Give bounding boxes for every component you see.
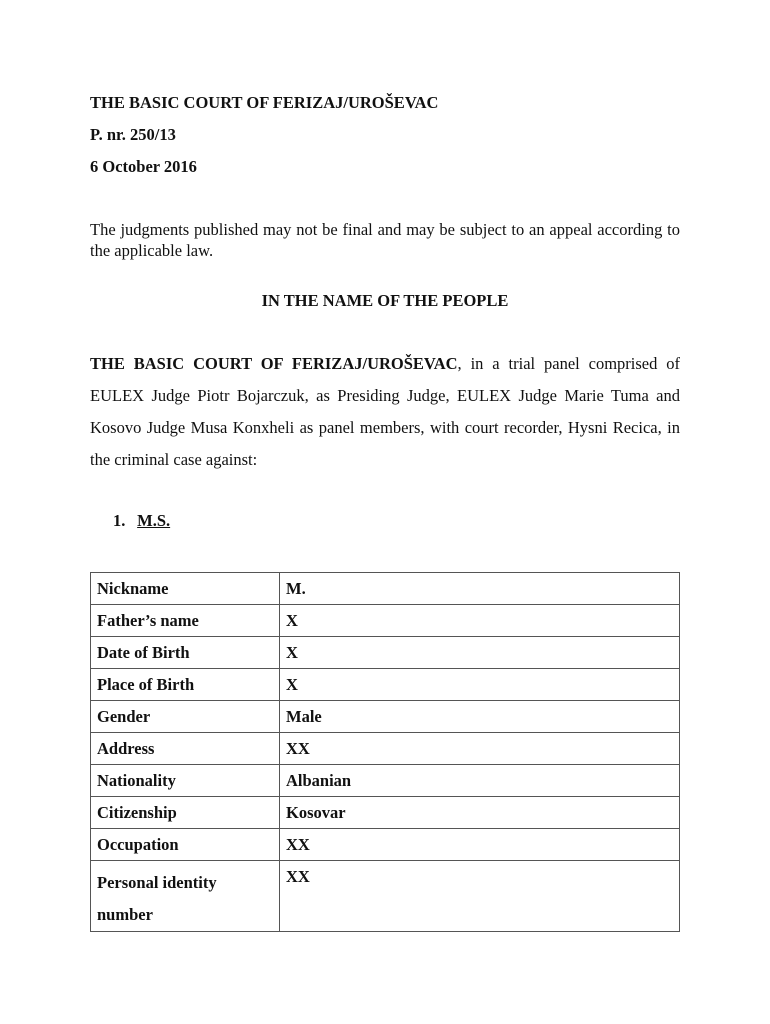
row-label: Date of Birth bbox=[91, 637, 280, 669]
intro-court-name: THE BASIC COURT OF FERIZAJ/UROŠEVAC bbox=[90, 354, 458, 373]
table-row bbox=[91, 573, 680, 605]
row-label: Personal identity number bbox=[91, 861, 280, 932]
row-label: Occupation bbox=[91, 829, 280, 861]
row-value: XX bbox=[280, 733, 680, 765]
intro-paragraph bbox=[90, 348, 680, 476]
table-row bbox=[91, 605, 680, 637]
table-row bbox=[91, 829, 680, 861]
row-label: Citizenship bbox=[91, 797, 280, 829]
court-title: THE BASIC COURT OF FERIZAJ/UROŠEVAC bbox=[90, 93, 439, 112]
row-value: Kosovar bbox=[280, 797, 680, 829]
row-value: X bbox=[280, 605, 680, 637]
table-row bbox=[91, 765, 680, 797]
table-row bbox=[91, 701, 680, 733]
row-label: Place of Birth bbox=[91, 669, 280, 701]
defendant-info-table bbox=[90, 572, 680, 932]
row-label: Nickname bbox=[91, 573, 280, 605]
defendant-number: 1. bbox=[113, 511, 126, 530]
row-label: Gender bbox=[91, 701, 280, 733]
row-label: Address bbox=[91, 733, 280, 765]
table-row bbox=[91, 797, 680, 829]
row-value: X bbox=[280, 669, 680, 701]
table-row bbox=[91, 637, 680, 669]
defendant-heading bbox=[113, 510, 170, 532]
case-number: P. nr. 250/13 bbox=[90, 125, 176, 144]
section-heading: IN THE NAME OF THE PEOPLE bbox=[261, 291, 509, 310]
row-value: X bbox=[280, 637, 680, 669]
intro-text: , in a trial panel comprised of EULEX Judge Piotr Bojarczuk, as Presiding Judge, EULEX Judge Marie Tuma and Kosovo Judge Musa Konxheli as panel members, with court recorder, Hysni Recica, in the criminal case against: bbox=[90, 354, 681, 469]
row-value: Albanian bbox=[280, 765, 680, 797]
row-label: Nationality bbox=[91, 765, 280, 797]
row-value: Male bbox=[280, 701, 680, 733]
row-value: M. bbox=[280, 573, 680, 605]
defendant-name: M.S. bbox=[137, 511, 171, 530]
row-value: XX bbox=[280, 861, 680, 932]
judgment-date: 6 October 2016 bbox=[90, 157, 197, 176]
row-label: Father’s name bbox=[91, 605, 280, 637]
table-row bbox=[91, 861, 680, 932]
table-row bbox=[91, 669, 680, 701]
row-value: XX bbox=[280, 829, 680, 861]
disclaimer-text: The judgments published may not be final and may be subject to an appeal according to the applicable law. bbox=[90, 220, 680, 260]
table-row bbox=[91, 733, 680, 765]
